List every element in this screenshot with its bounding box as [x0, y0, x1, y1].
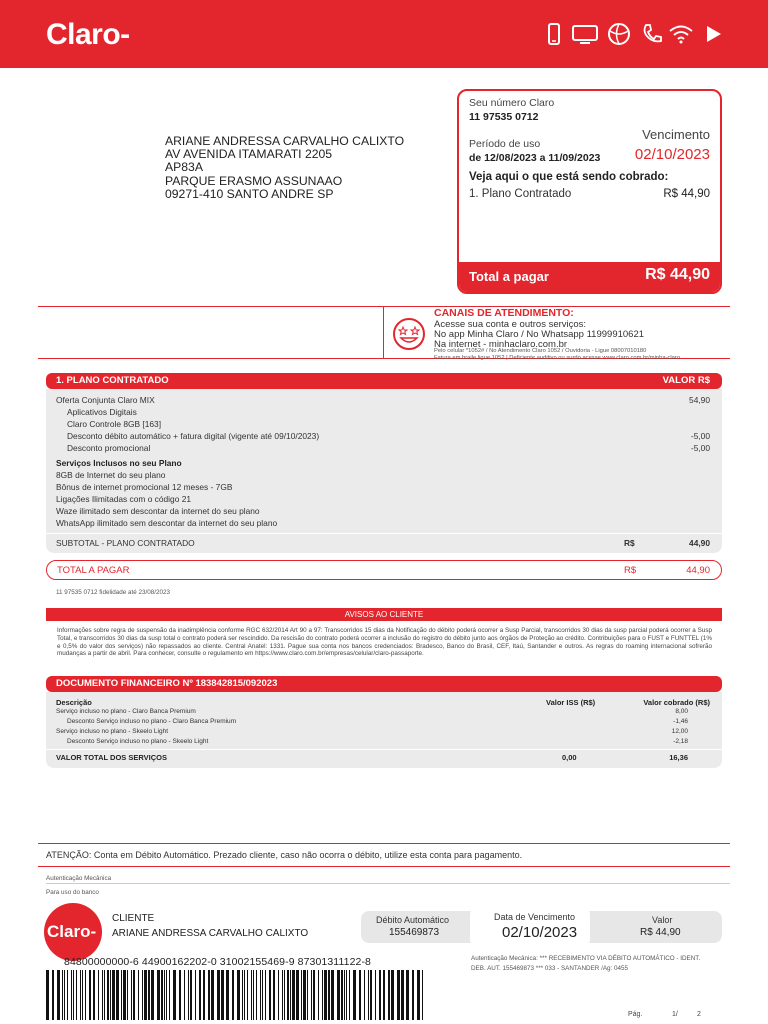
cobrado-label: Veja aqui o que está sendo cobrado: — [469, 171, 669, 183]
doc-row-value: -1,46 — [673, 718, 688, 725]
barcode-bar — [349, 970, 350, 1020]
atencao-notice: ATENÇÃO: Conta em Débito Automático. Prezado cliente, caso não ocorra o débito, utilize esta conta para pagamento. — [46, 850, 523, 860]
divider — [46, 533, 722, 534]
barcode-bar — [311, 970, 312, 1020]
plano-item: Desconto promocional — [67, 443, 151, 453]
barcode-bar — [341, 970, 343, 1020]
barcode-bar — [379, 970, 381, 1020]
barcode-bar — [52, 970, 54, 1020]
barcode-bar — [142, 970, 143, 1020]
globe-icon — [606, 22, 632, 46]
barcode-bar — [151, 970, 154, 1020]
autenticacao-label: Autenticação Mecânica — [46, 875, 112, 882]
barcode-bar — [195, 970, 196, 1020]
plano-item: Claro Controle 8GB [163] — [67, 419, 162, 429]
canais-line: No app Minha Claro / No Whatsapp 11999910621 — [434, 329, 645, 340]
col-descricao: Descrição — [56, 698, 92, 707]
barcode-bar — [253, 970, 254, 1020]
barcode-bar — [76, 970, 77, 1020]
numero-value: 11 97535 0712 — [469, 111, 539, 123]
barcode-bar — [208, 970, 210, 1020]
plano-header — [46, 373, 722, 389]
total-pagar-value: 44,90 — [686, 565, 710, 576]
doc-row: Desconto Serviço incluso no plano - Skeelo Light — [67, 738, 209, 745]
total-a-pagar-row — [46, 560, 722, 580]
barcode-bar — [331, 970, 334, 1020]
barcode-bar — [221, 970, 224, 1020]
barcode-bar — [166, 970, 167, 1020]
barcode-graphic — [46, 970, 426, 1020]
play-icon — [701, 22, 727, 46]
numero-label: Seu número Claro — [469, 97, 555, 109]
barcode-bar — [278, 970, 279, 1020]
barcode-bar — [397, 970, 400, 1020]
servico-item: Waze ilimitado sem descontar da internet do seu plano — [56, 506, 260, 516]
barcode-bar — [292, 970, 295, 1020]
barcode-bar — [157, 970, 160, 1020]
barcode-bar — [237, 970, 240, 1020]
barcode-bar — [64, 970, 65, 1020]
canais-line: Acesse sua conta e outros serviços: — [434, 319, 587, 330]
plano-item-value: 54,90 — [689, 395, 710, 405]
barcode-bar — [123, 970, 126, 1020]
barcode-bar — [203, 970, 205, 1020]
barcode-bar — [116, 970, 119, 1020]
plano-header-valor: VALOR R$ — [662, 375, 710, 386]
periodo-label: Período de uso — [469, 138, 541, 150]
barcode-bar — [344, 970, 345, 1020]
total-bar — [459, 262, 720, 292]
documento-header — [46, 676, 722, 692]
logo-text: Claro- — [46, 18, 130, 51]
barcode-bar — [287, 970, 289, 1020]
divider — [46, 883, 730, 884]
barcode-bar — [67, 970, 68, 1020]
barcode-bar — [127, 970, 128, 1020]
barcode-bar — [85, 970, 86, 1020]
valor-value: R$ 44,90 — [640, 927, 681, 938]
barcode-bar — [328, 970, 330, 1020]
barcode-bar — [179, 970, 181, 1020]
barcode-bar — [260, 970, 261, 1020]
tv-icon — [572, 22, 598, 46]
servico-item: WhatsApp ilimitado sem descontar da internet do seu plano — [56, 518, 278, 528]
barcode-bar — [313, 970, 315, 1020]
barcode-bar — [244, 970, 245, 1020]
debito-label: Débito Automático — [376, 915, 450, 925]
divider — [383, 306, 384, 358]
data-vencimento-label: Data de Vencimento — [494, 912, 576, 922]
barcode-bar — [307, 970, 308, 1020]
subtotal-value: 44,90 — [689, 538, 710, 548]
fidelidade-note: 11 97535 0712 fidelidade até 23/08/2023 — [56, 589, 171, 596]
plano-box — [46, 389, 722, 553]
barcode-bar — [164, 970, 165, 1020]
doc-total-iss: 0,00 — [562, 753, 577, 762]
barcode-bar — [131, 970, 132, 1020]
doc-row: Serviço incluso no plano - Claro Banca Premium — [56, 708, 196, 715]
page-total: 2 — [697, 1011, 701, 1018]
barcode-bar — [282, 970, 283, 1020]
barcode-bar — [242, 970, 243, 1020]
barcode-bar — [62, 970, 63, 1020]
barcode-bar — [262, 970, 263, 1020]
avisos-header: AVISOS AO CLIENTE — [46, 608, 722, 621]
barcode-bar — [121, 970, 122, 1020]
barcode-bar — [173, 970, 176, 1020]
linha-digitavel: 84800000000-6 44900162202-0 31002155469-9 87301311122-8 — [64, 956, 371, 968]
barcode-bar — [112, 970, 115, 1020]
barcode-bar — [98, 970, 99, 1020]
barcode-bar — [211, 970, 214, 1020]
address-line: AV AVENIDA ITAMARATI 2205 — [165, 147, 333, 162]
barcode-bar — [161, 970, 163, 1020]
barcode-bar — [269, 970, 271, 1020]
barcode-bar — [375, 970, 376, 1020]
barcode-bar — [184, 970, 185, 1020]
col-iss: Valor ISS (R$) — [546, 698, 596, 707]
vencimento-date: 02/10/2023 — [634, 146, 710, 163]
plano-item-value: -5,00 — [690, 431, 710, 441]
total-pagar-currency: R$ — [624, 565, 637, 576]
total-label: Total a pagar — [469, 269, 549, 284]
barcode-bar — [217, 970, 220, 1020]
plano-item: Desconto débito automático + fatura digital (vigente até 09/10/2023) — [67, 431, 320, 441]
barcode-bar — [318, 970, 319, 1020]
barcode-bar — [110, 970, 111, 1020]
barcode-bar — [104, 970, 105, 1020]
barcode-bar — [169, 970, 170, 1020]
barcode-bar — [422, 970, 423, 1020]
bottom-logo-text: Claro- — [47, 922, 97, 941]
barcode-bar — [73, 970, 74, 1020]
doc-row: Desconto Serviço incluso no plano - Claro Banca Premium — [67, 718, 237, 725]
claro-logo — [46, 18, 130, 52]
cliente-nome: ARIANE ANDRESSA CARVALHO CALIXTO — [112, 928, 309, 939]
plan-item-value: R$ 44,90 — [663, 188, 710, 200]
barcode-bar — [232, 970, 234, 1020]
doc-row-value: -2,18 — [673, 738, 688, 745]
plano-item-value: -5,00 — [690, 443, 710, 453]
barcode-bar — [251, 970, 252, 1020]
page-number: 1/ — [672, 1011, 678, 1018]
auth-line: Autenticação Mecânica: *** RECEBIMENTO VIA DÉBITO AUTOMÁTICO - IDENT. — [471, 955, 701, 962]
barcode-bar — [273, 970, 275, 1020]
plan-item-label: 1. Plano Contratado — [469, 188, 572, 200]
barcode-bar — [324, 970, 327, 1020]
landline-icon — [638, 22, 664, 46]
barcode-bar — [199, 970, 201, 1020]
barcode-bar — [102, 970, 103, 1020]
barcode-bar — [93, 970, 95, 1020]
documento-box — [46, 692, 722, 768]
auth-line: DEB. AUT. 155469873 *** 033 - SANTANDER /Ag: 0455 — [471, 965, 629, 972]
claro-round-logo — [44, 903, 102, 961]
divider — [38, 866, 730, 867]
barcode-bar — [46, 970, 49, 1020]
vencimento-label: Vencimento — [642, 127, 710, 142]
address-line: PARQUE ERASMO ASSUNAAO — [165, 173, 343, 188]
data-vencimento-value: 02/10/2023 — [502, 924, 578, 941]
barcode-bar — [412, 970, 414, 1020]
canais-line: Na internet - minhaclaro.com.br — [434, 339, 568, 350]
barcode-bar — [57, 970, 60, 1020]
doc-row-value: 8,00 — [675, 708, 688, 715]
barcode-bar — [383, 970, 385, 1020]
barcode-bar — [290, 970, 291, 1020]
barcode-bar — [284, 970, 285, 1020]
canais-tiny: Pelo celular *1052# / No Atendimento Claro 1052 / Ouvidoria - Ligue 08007010180 — [434, 348, 647, 354]
periodo-value: de 12/08/2023 a 11/09/2023 — [469, 152, 601, 164]
address-line: 09271-410 SANTO ANDRE SP — [165, 186, 334, 201]
smiley-icon — [391, 316, 427, 352]
barcode-bar — [144, 970, 147, 1020]
cliente-label: CLIENTE — [112, 913, 155, 924]
barcode-bar — [296, 970, 299, 1020]
barcode-bar — [368, 970, 369, 1020]
servico-item: Ligações Ilimitadas com o código 21 — [56, 494, 192, 504]
total-value: R$ 44,90 — [645, 266, 710, 283]
barcode-bar — [303, 970, 306, 1020]
barcode-bar — [265, 970, 266, 1020]
barcode-bar — [353, 970, 356, 1020]
barcode-bar — [391, 970, 394, 1020]
barcode-bar — [364, 970, 365, 1020]
phone-icon — [541, 22, 567, 46]
servicos-title: Serviços Inclusos no seu Plano — [56, 458, 182, 468]
valor-label: Valor — [652, 915, 673, 925]
barcode-bar — [359, 970, 361, 1020]
barcode-bar — [190, 970, 192, 1020]
barcode-bar — [346, 970, 347, 1020]
doc-row: Serviço incluso no plano - Skeelo Light — [56, 728, 169, 735]
servico-item: Bônus de internet promocional 12 meses - 7GB — [56, 482, 233, 492]
barcode-bar — [89, 970, 91, 1020]
canais-tiny: Fatura em braile ligue 1052 | Deficiente auditivo ou surdo acesse www.claro.com.br/minha-claro — [434, 355, 681, 361]
barcode-bar — [401, 970, 404, 1020]
debito-value: 155469873 — [389, 927, 440, 938]
barcode-bar — [82, 970, 83, 1020]
barcode-bar — [406, 970, 409, 1020]
address-line: ARIANE ANDRESSA CARVALHO CALIXTO — [165, 134, 405, 148]
barcode-bar — [226, 970, 229, 1020]
total-pagar-label: TOTAL A PAGAR — [57, 565, 130, 576]
barcode-bar — [71, 970, 72, 1020]
barcode-bar — [417, 970, 420, 1020]
mailing-address — [165, 135, 404, 201]
barcode-bar — [322, 970, 323, 1020]
divider — [38, 843, 730, 844]
barcode-bar — [337, 970, 340, 1020]
barcode-bar — [148, 970, 150, 1020]
address-line: AP83A — [165, 160, 203, 175]
servico-item: 8GB de Internet do seu plano — [56, 470, 166, 480]
barcode-bar — [301, 970, 302, 1020]
divider — [38, 306, 730, 307]
barcode-bar — [133, 970, 135, 1020]
doc-row-value: 12,00 — [671, 728, 688, 735]
barcode-bar — [188, 970, 189, 1020]
avisos-text: Informações sobre regra de suspensão da inadimplência conforme RGC 632/2014 Art 90 a 97: Transcorridos 15 dias da Notificação do débito poderá ocorrer a Susp Parcial, transcorridos 30 dias da susp parcial poderá ocorrer a Susp Total, e transcorridos 30 dias da susp total o contrato poderá ser rescindido. Da rescisão do contrato poderá ocorrer a inclusão do registro do débito junto aos órgãos de Proteção ao crédito. Contribuições para o FUST e FUNTTEL (1% e 0,5% do valor dos serviços) não repassados ao cliente. Central Anatel: 1331. Pague sua conta nos bancos credenciados: Bradesco, Banco do Brasil, CEF, Itaú, Santander e outros. As regras do roaming internacional sofrerão mudanças a partir de abril. Para conhecer, consulte o regulamento em https://www.claro.com.br/empresas/celular/claro-passaporte. — [57, 627, 712, 658]
doc-total-label: VALOR TOTAL DOS SERVIÇOS — [56, 753, 167, 762]
divider — [46, 749, 722, 750]
canais-title: CANAIS DE ATENDIMENTO: — [434, 307, 574, 319]
plano-item: Oferta Conjunta Claro MIX — [56, 395, 155, 405]
barcode-bar — [388, 970, 390, 1020]
wifi-icon — [668, 22, 694, 46]
subtotal-label: SUBTOTAL - PLANO CONTRATADO — [56, 538, 195, 548]
uso-banco-label: Para uso do banco — [46, 889, 99, 896]
plano-item: Aplicativos Digitais — [67, 407, 137, 417]
col-cobrado: Valor cobrado (R$) — [643, 698, 710, 707]
plano-header-title: 1. PLANO CONTRATADO — [56, 375, 169, 386]
barcode-bar — [138, 970, 139, 1020]
doc-total-value: 16,36 — [669, 753, 688, 762]
summary-box — [457, 89, 722, 294]
barcode-bar — [247, 970, 248, 1020]
barcode-bar — [80, 970, 81, 1020]
barcode — [46, 970, 426, 1020]
page-label: Pág. — [628, 1011, 643, 1018]
subtotal-currency: R$ — [624, 538, 635, 548]
documento-title: DOCUMENTO FINANCEIRO Nº 183842815/092023 — [56, 678, 278, 689]
barcode-bar — [107, 970, 109, 1020]
barcode-bar — [256, 970, 257, 1020]
barcode-bar — [370, 970, 372, 1020]
